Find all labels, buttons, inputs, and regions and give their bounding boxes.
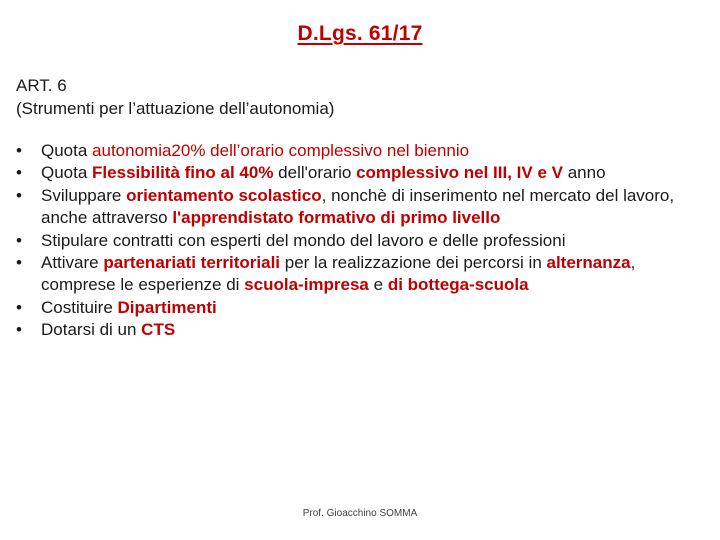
bullet-text: , comprese le esperienze di bbox=[41, 253, 636, 295]
bullet-text: Stipulare contratti con esperti del mondo del lavoro e delle professioni bbox=[41, 230, 566, 250]
highlight-text: CTS bbox=[141, 320, 176, 340]
bullet-item-orientamento bbox=[16, 185, 706, 230]
footer-author: Prof. Gioacchino SOMMA bbox=[302, 508, 418, 519]
highlight-text: Flessibilità fino al 40% bbox=[92, 163, 274, 183]
bullet-icon: • bbox=[16, 230, 22, 250]
highlight-text: complessivo nel III, IV e V bbox=[356, 163, 563, 183]
bullet-text: Sviluppare bbox=[41, 185, 127, 205]
bullet-icon: • bbox=[16, 163, 22, 183]
highlight-text: alternanza bbox=[546, 253, 631, 273]
bullet-icon: • bbox=[16, 185, 22, 205]
bullet-text: per la realizzazione dei percorsi in bbox=[280, 253, 547, 273]
bullet-item-contratti bbox=[16, 230, 706, 252]
bullet-text: Costituire bbox=[41, 297, 118, 317]
bullet-text: anno bbox=[562, 163, 606, 183]
highlight-text: l'apprendistato formativo di primo livello bbox=[172, 208, 501, 228]
bullet-icon: • bbox=[16, 141, 22, 160]
bullet-icon: • bbox=[16, 320, 22, 340]
bullet-text: Quota bbox=[41, 163, 93, 183]
article-header bbox=[16, 74, 334, 120]
bullet-text: e bbox=[368, 275, 388, 295]
bullet-text: Attivare bbox=[41, 253, 104, 273]
bullet-item-dipartimenti bbox=[16, 297, 706, 319]
bullet-text: , nonchè di inserimento nel mercato del lavoro, anche attraverso bbox=[41, 185, 675, 228]
highlight-text: di bottega-scuola bbox=[387, 275, 529, 295]
bullet-icon: • bbox=[16, 253, 22, 273]
highlight-text: Dipartimenti bbox=[117, 297, 217, 317]
page-title: D.Lgs. 61/17 bbox=[297, 22, 423, 45]
bullet-text: dell'orario bbox=[273, 163, 357, 183]
highlight-text: partenariati territoriali bbox=[103, 253, 281, 273]
highlight-text: scuola-impresa bbox=[244, 275, 369, 295]
article-number: ART. 6 bbox=[16, 76, 67, 95]
bullet-item-quota-flessibilita bbox=[16, 162, 706, 184]
bullet-list bbox=[16, 140, 706, 342]
bullet-item-cts bbox=[16, 319, 706, 341]
highlight-text: orientamento scolastico bbox=[126, 185, 322, 205]
bullet-item-partenariati bbox=[16, 252, 706, 297]
bullet-text: Dotarsi di un bbox=[41, 320, 142, 340]
bullet-icon: • bbox=[16, 297, 22, 317]
highlight-text: autonomia20% dell’orario complessivo nel biennio bbox=[92, 141, 470, 160]
bullet-text: Quota bbox=[41, 141, 93, 160]
bullet-item-quota-autonomia bbox=[16, 140, 706, 162]
article-subtitle: (Strumenti per l’attuazione dell’autonomia) bbox=[16, 99, 335, 118]
